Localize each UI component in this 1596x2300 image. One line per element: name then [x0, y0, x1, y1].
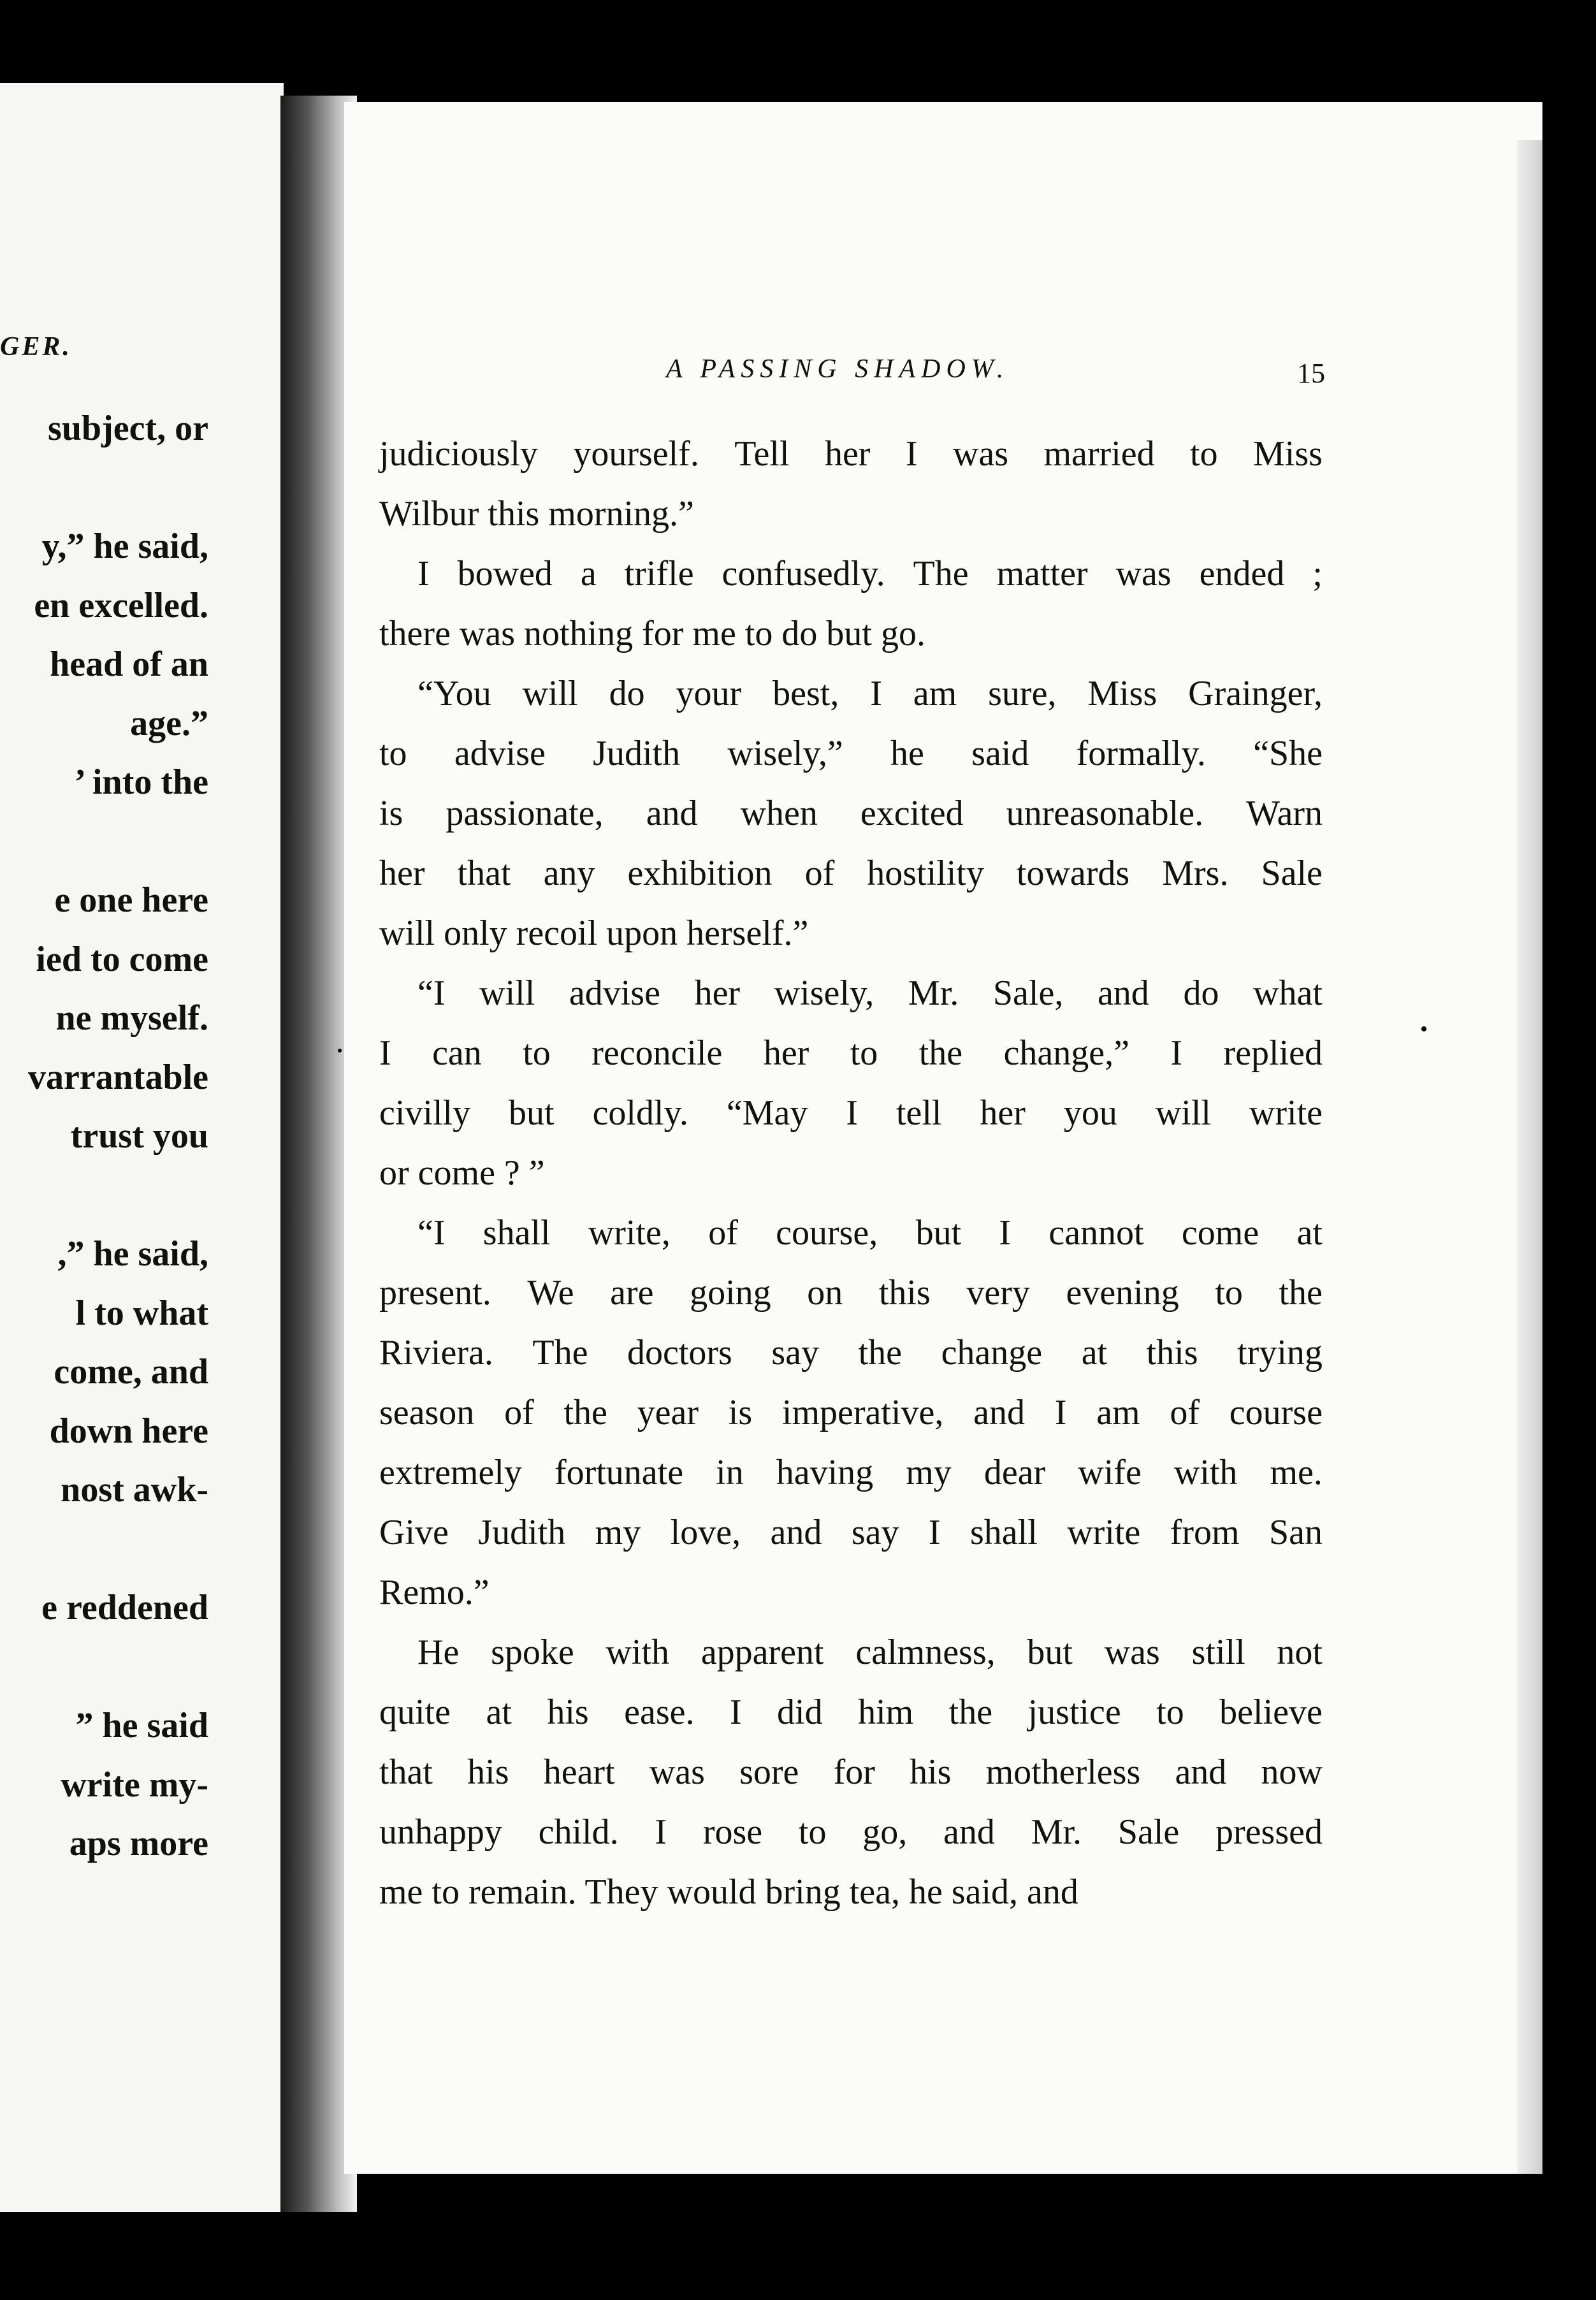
word: The — [532, 1333, 588, 1372]
word: yourself. — [573, 434, 699, 474]
word: unhappy — [379, 1812, 502, 1852]
word: and — [943, 1812, 995, 1852]
left-page-line: come, and — [54, 1352, 208, 1392]
word: extremely — [379, 1453, 522, 1492]
word: course, — [776, 1213, 878, 1253]
text-line — [379, 1263, 1323, 1323]
word: “I — [417, 1213, 446, 1253]
word: year — [637, 1393, 699, 1432]
left-page-line: e one here — [54, 880, 208, 920]
word: Sale — [1261, 854, 1323, 893]
text-line — [379, 1622, 1323, 1682]
text-line — [379, 544, 1323, 604]
word: was — [649, 1752, 705, 1792]
text-line — [379, 1323, 1323, 1383]
text-line — [379, 1203, 1323, 1263]
word: of — [708, 1213, 738, 1253]
text-line — [379, 843, 1323, 903]
word: to — [1156, 1692, 1184, 1732]
text-line: Remo.” — [379, 1573, 490, 1612]
word: come — [1181, 1213, 1259, 1253]
word: his — [547, 1692, 589, 1732]
word: civilly — [379, 1093, 471, 1133]
text-line — [379, 1443, 1323, 1503]
word: change — [941, 1333, 1043, 1372]
text-line — [379, 1742, 1323, 1802]
word: to — [523, 1033, 551, 1073]
left-page-line: write my- — [61, 1765, 208, 1805]
word: dear — [983, 1453, 1046, 1492]
text-line — [379, 1083, 1323, 1143]
word: tell — [896, 1093, 942, 1133]
text-line — [379, 724, 1323, 783]
left-page-line: varrantable — [27, 1057, 208, 1097]
word: for — [833, 1752, 875, 1792]
word: calmness, — [855, 1633, 996, 1672]
word: any — [543, 854, 595, 893]
word: to — [379, 734, 407, 773]
word: with — [606, 1633, 670, 1672]
word: I — [999, 1213, 1012, 1253]
word: shall — [482, 1213, 551, 1253]
left-page-line: down here — [49, 1411, 208, 1451]
word: her — [763, 1033, 809, 1073]
word: are — [610, 1273, 654, 1313]
left-page — [0, 83, 284, 2212]
word: “May — [726, 1093, 808, 1133]
word: and — [1175, 1752, 1227, 1792]
word: but — [1027, 1633, 1073, 1672]
word: his — [467, 1752, 509, 1792]
word: I — [846, 1093, 858, 1133]
word: coldly. — [592, 1093, 688, 1133]
word: at — [1296, 1213, 1323, 1253]
text-line: will only recoil upon herself.” — [379, 913, 809, 953]
word: ended — [1199, 554, 1285, 593]
word: quite — [379, 1692, 451, 1732]
word: the — [1279, 1273, 1323, 1313]
word: of — [1170, 1393, 1200, 1432]
word: his — [910, 1752, 952, 1792]
word: present. — [379, 1273, 491, 1313]
word: to — [1190, 434, 1218, 474]
word: I — [870, 674, 882, 713]
word: The — [913, 554, 969, 593]
text-line — [379, 783, 1323, 843]
word: reconcile — [591, 1033, 723, 1073]
text-line — [379, 664, 1323, 724]
left-page-line: en excelled. — [34, 585, 208, 625]
word: confusedly. — [722, 554, 885, 593]
word: at — [1081, 1333, 1108, 1372]
word: ; — [1312, 554, 1323, 593]
word: Warn — [1246, 794, 1323, 833]
left-page-line: y,” he said, — [41, 527, 208, 566]
word: her — [980, 1093, 1026, 1133]
word: the — [918, 1033, 963, 1073]
word: me. — [1270, 1453, 1323, 1492]
word: He — [417, 1633, 460, 1672]
word: to — [850, 1033, 878, 1073]
word: change,” — [1003, 1033, 1129, 1073]
word: formally. — [1076, 734, 1206, 773]
word: I — [1170, 1033, 1183, 1073]
word: go, — [862, 1812, 908, 1852]
word: imperative, — [781, 1393, 944, 1432]
word: motherless — [985, 1752, 1141, 1792]
word: sure, — [988, 674, 1057, 713]
word: write — [1249, 1093, 1323, 1133]
word: but — [915, 1213, 962, 1253]
word: San — [1269, 1513, 1323, 1552]
word: love, — [670, 1513, 741, 1552]
word: Judith — [593, 734, 681, 773]
word: excited — [860, 794, 964, 833]
word: rose — [702, 1812, 763, 1852]
word: advise — [454, 734, 546, 773]
word: Mr. — [908, 973, 959, 1013]
word: my — [906, 1453, 952, 1492]
word: with — [1173, 1453, 1238, 1492]
word: this — [1146, 1333, 1198, 1372]
word: in — [716, 1453, 744, 1492]
word: doctors — [627, 1333, 732, 1372]
word: said — [971, 734, 1029, 773]
word: wife — [1078, 1453, 1142, 1492]
word: heart — [543, 1752, 615, 1792]
page-edge — [1517, 140, 1542, 2174]
word: Riviera. — [379, 1333, 493, 1372]
word: best, — [773, 674, 839, 713]
word: her — [694, 973, 741, 1013]
word: will — [522, 674, 578, 713]
word: wisely, — [774, 973, 874, 1013]
word: child. — [538, 1812, 619, 1852]
word: hostility — [867, 854, 984, 893]
word: “She — [1253, 734, 1323, 773]
word: will — [1155, 1093, 1211, 1133]
left-page-line: ,” he said, — [57, 1234, 208, 1274]
word: unreasonable. — [1006, 794, 1204, 833]
text-line: me to remain. They would bring tea, he said, and — [379, 1872, 1078, 1912]
word: that — [379, 1752, 433, 1792]
word: at — [486, 1692, 512, 1732]
word: passionate, — [446, 794, 604, 833]
text-line — [379, 1802, 1323, 1862]
word: pressed — [1215, 1812, 1323, 1852]
word: still — [1191, 1633, 1245, 1672]
word: I — [905, 434, 918, 474]
word: believe — [1219, 1692, 1323, 1732]
word: replied — [1223, 1033, 1323, 1073]
text-line — [379, 963, 1323, 1023]
word: and — [770, 1513, 822, 1552]
word: am — [1096, 1393, 1140, 1432]
text-line — [379, 1503, 1323, 1562]
word: I — [379, 1033, 391, 1073]
word: Sale — [1117, 1812, 1180, 1852]
word: do — [609, 674, 645, 713]
word: “I — [417, 973, 446, 1013]
word: fortunate — [554, 1453, 684, 1492]
word: this — [878, 1273, 931, 1313]
left-page-line: subject, or — [48, 409, 208, 448]
left-page-line: trust you — [70, 1116, 208, 1156]
left-page-line: ’ into the — [74, 762, 208, 802]
word: do — [1183, 973, 1219, 1013]
word: Judith — [478, 1513, 566, 1552]
word: her — [379, 854, 425, 893]
word: exhibition — [627, 854, 773, 893]
running-head: A PASSING SHADOW. — [666, 354, 1010, 384]
text-line — [379, 1023, 1323, 1083]
word: was — [952, 434, 1009, 474]
word: apparent — [700, 1633, 824, 1672]
word: justice — [1027, 1692, 1121, 1732]
word: trying — [1237, 1333, 1323, 1372]
word: of — [504, 1393, 534, 1432]
left-page-line: ” he said — [75, 1706, 208, 1745]
left-page-line: ied to come — [36, 939, 208, 979]
left-page-line: aps more — [69, 1824, 208, 1863]
word: having — [776, 1453, 874, 1492]
word: ease. — [624, 1692, 695, 1732]
word: am — [913, 674, 957, 713]
word: your — [676, 674, 742, 713]
word: is — [728, 1393, 753, 1432]
word: on — [807, 1273, 843, 1313]
word: to — [1215, 1273, 1243, 1313]
word: I — [729, 1692, 742, 1732]
word: but — [509, 1093, 555, 1133]
word: to — [798, 1812, 827, 1852]
text-line: or come ? ” — [379, 1153, 545, 1193]
word: say — [851, 1513, 899, 1552]
left-page-line: nost awk- — [61, 1470, 208, 1510]
page-number: 15 — [1297, 358, 1325, 389]
text-line — [379, 1383, 1323, 1443]
word: shall — [970, 1513, 1038, 1552]
word: was — [1104, 1633, 1160, 1672]
word: the — [563, 1393, 607, 1432]
word: can — [432, 1033, 482, 1073]
word: I — [417, 554, 430, 593]
word: Mrs. — [1162, 854, 1229, 893]
word: Miss — [1087, 674, 1157, 713]
word: now — [1261, 1752, 1323, 1792]
word: evening — [1066, 1273, 1179, 1313]
word: Miss — [1253, 434, 1323, 474]
word: was — [1115, 554, 1172, 593]
text-line — [379, 1682, 1323, 1742]
word: and — [1097, 973, 1149, 1013]
word: spoke — [491, 1633, 574, 1672]
word: season — [379, 1393, 475, 1432]
left-page-line: age.” — [130, 703, 208, 743]
word: going — [690, 1273, 771, 1313]
word: and — [646, 794, 698, 833]
word: of — [804, 854, 835, 893]
word: Tell — [734, 434, 790, 474]
word: sore — [739, 1752, 799, 1792]
word: We — [527, 1273, 574, 1313]
word: him — [858, 1692, 914, 1732]
word: “You — [417, 674, 491, 713]
word: you — [1063, 1093, 1117, 1133]
word: I — [1054, 1393, 1067, 1432]
word: Grainger, — [1188, 674, 1323, 713]
word: married — [1043, 434, 1155, 474]
left-page-line: l to what — [75, 1293, 208, 1333]
ink-speck — [1421, 1026, 1426, 1031]
word: the — [948, 1692, 993, 1732]
word: say — [771, 1333, 820, 1372]
word: Mr. — [1031, 1812, 1082, 1852]
word: write, — [588, 1213, 671, 1253]
text-line: Wilbur this morning.” — [379, 494, 694, 534]
left-page-line: e reddened — [41, 1588, 208, 1627]
word: course — [1229, 1393, 1323, 1432]
word: wisely,” — [727, 734, 843, 773]
word: is — [379, 794, 403, 833]
word: the — [858, 1333, 903, 1372]
word: judiciously — [379, 434, 538, 474]
word: her — [824, 434, 871, 474]
word: write — [1067, 1513, 1141, 1552]
word: cannot — [1048, 1213, 1144, 1253]
word: matter — [996, 554, 1088, 593]
left-running-head: GER. — [0, 332, 72, 361]
text-line: there was nothing for me to do but go. — [379, 614, 925, 653]
word: that — [457, 854, 511, 893]
text-line — [379, 424, 1323, 484]
word: I — [655, 1812, 667, 1852]
word: my — [595, 1513, 641, 1552]
word: what — [1253, 973, 1323, 1013]
word: will — [479, 973, 535, 1013]
word: Sale, — [992, 973, 1064, 1013]
word: trifle — [624, 554, 694, 593]
word: bowed — [457, 554, 553, 593]
word: towards — [1016, 854, 1130, 893]
word: and — [973, 1393, 1025, 1432]
word: Give — [379, 1513, 449, 1552]
word: advise — [569, 973, 660, 1013]
word: not — [1277, 1633, 1323, 1672]
left-page-line: ne myself. — [55, 998, 208, 1038]
word: did — [777, 1692, 823, 1732]
word: I — [928, 1513, 941, 1552]
word: a — [580, 554, 597, 593]
word: when — [740, 794, 818, 833]
word: he — [890, 734, 924, 773]
left-page-line: head of an — [50, 644, 208, 684]
page-body-text — [379, 424, 1323, 1922]
word: very — [966, 1273, 1030, 1313]
ink-speck — [338, 1049, 342, 1052]
word: from — [1170, 1513, 1240, 1552]
